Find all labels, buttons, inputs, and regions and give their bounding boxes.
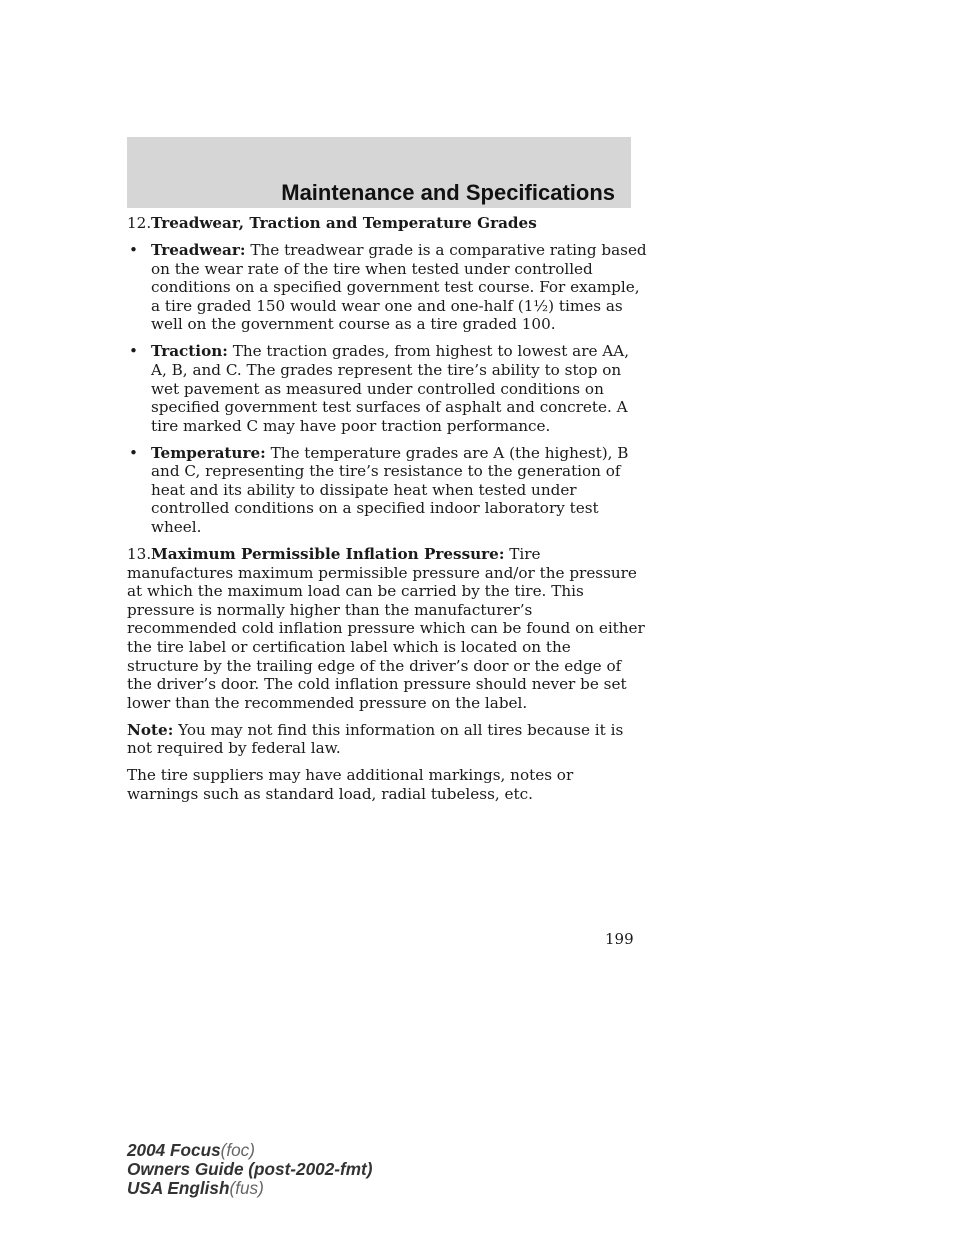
bullet-text: The treadwear grade is a comparative rating based on the wear rate of the tire when tested under controlled conditions on a specified government test course. For example, a tire graded 150 would wear one and one-half (1½) times as well on the government course as a tire graded 100. [151, 240, 647, 334]
bullet-icon: • [129, 342, 138, 361]
bullet-treadwear [127, 241, 647, 334]
page-number: 199 [605, 930, 634, 948]
section-13-paragraph [127, 545, 647, 712]
bullet-traction [127, 342, 647, 435]
footer-line-guide [127, 1160, 372, 1179]
footer-language-code: (fus) [229, 1178, 264, 1198]
footer-model-code: (foc) [220, 1140, 255, 1160]
bullet-label: Temperature: [151, 443, 266, 462]
bullet-icon: • [129, 240, 138, 259]
bullet-text: The temperature grades are A (the highest), B and C, representing the tire’s resistance to the generation of heat and its ability to dissipate heat when tested under controlled conditions on a specified indoor laboratory test wheel. [151, 443, 629, 537]
footer-line-language [127, 1179, 372, 1198]
footer-line-model [127, 1141, 372, 1160]
document-footer [127, 1141, 372, 1198]
bullet-label: Traction: [151, 342, 228, 361]
footer-model: 2004 Focus [127, 1140, 221, 1160]
bullet-temperature [127, 444, 647, 537]
section-13-label: Maximum Permissible Inflation Pressure: [151, 545, 505, 564]
section-title: Maintenance and Specifications [281, 180, 615, 205]
footer-guide: Owners Guide (post-2002-fmt) [127, 1159, 373, 1179]
note-label: Note: [127, 720, 174, 739]
bullet-text: The traction grades, from highest to lowest are AA, A, B, and C. The grades represent the tire’s ability to stop on wet pavement as measured under controlled conditions on specified government test surfaces of asphalt and concrete. A tire marked C may have poor traction performance. [151, 342, 630, 435]
note-paragraph [127, 721, 647, 758]
section-13-text: Tire manufactures maximum permissible pressure and/or the pressure at which the maximum load can be carried by the tire. This pressure is normally higher than the manufacturer’s recommended cold inflation pressure which can be found on either the tire label or certification label which is located on the structure by the trailing edge of the driver’s door or the edge of the driver’s door. The cold inflation pressure should never be set lower than the recommended pressure on the label. [127, 545, 645, 712]
section-12-title: Treadwear, Traction and Temperature Grades [151, 214, 537, 232]
bullet-icon: • [129, 443, 138, 462]
section-12-heading [127, 214, 647, 233]
closing-paragraph: The tire suppliers may have additional markings, notes or warnings such as standard load, radial tubeless, etc. [127, 766, 574, 803]
section-12-number: 12. [127, 214, 152, 232]
note-text: You may not find this information on all tires because it is not required by federal law. [127, 720, 624, 758]
page-content [127, 214, 647, 812]
bullet-label: Treadwear: [151, 240, 246, 259]
footer-language: USA English [127, 1178, 230, 1198]
section-header-band [127, 137, 631, 208]
section-13-number: 13. [127, 545, 152, 564]
